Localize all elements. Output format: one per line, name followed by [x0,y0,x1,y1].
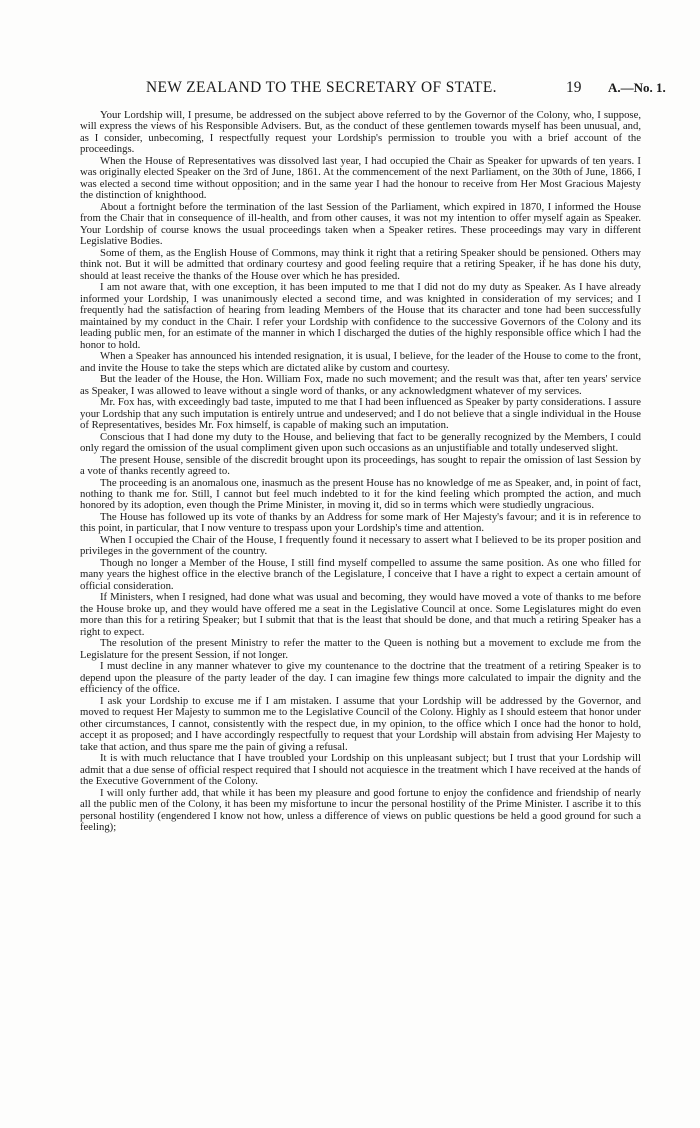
paragraph: Though no longer a Member of the House, I still find myself compelled to assume the same position. As one who filled for many years the highest office in the elective branch of the Legislature, I conceive that I have a right to expect a certain amount of official consideration. [80,556,641,592]
paragraph: The proceeding is an anomalous one, inasmuch as the present House has no knowledge of me as Speaker, and, in point of fact, nothing to thank me for. Still, I cannot but feel much indebted to it for the kind feeling which prompted the action, and much honored by its adoption, even though the Prime Minister, in moving it, did so in terms which were studiedly ungracious. [80,476,641,512]
paragraph: The resolution of the present Ministry to refer the matter to the Queen is nothing but a movement to exclude me from the Legislature for the present Session, if not longer. [80,637,641,661]
paragraph: The present House, sensible of the discredit brought upon its proceedings, has sought to repair the omission of last Session by a vote of thanks recently agreed to. [80,453,641,478]
running-header [0,79,700,101]
page-number: 19 [566,79,582,96]
paragraph: When a Speaker has announced his intended resignation, it is usual, I believe, for the leader of the House to come to the front, and invite the House to take the steps which are dictated alike by custom and courtesy. [80,350,641,374]
document-reference: A.—No. 1. [608,80,666,95]
paragraph: I am not aware that, with one exception, it has been imputed to me that I did not do my duty as Speaker. As I have already informed your Lordship, I was unanimously elected a second time, and was knighted in consideration of my services; and I frequently had the satisfaction of hearing from leading Members of the House that its character and tone had been successfully maintained by my conduct in the Chair. I refer your Lordship with confidence to the successive Governors of the Colony and its leading public men, for an estimate of the manner in which I discharged the duties of the highly responsible office which I had the honor to hold. [80,281,641,351]
paragraph: It is with much reluctance that I have troubled your Lordship on this unpleasant subject; but I trust that your Lordship will admit that a due sense of official respect required that I should not acquiesce in the treatment which I have received at the hands of the Executive Government of the Colony. [80,752,641,788]
paragraph: Some of them, as the English House of Commons, may think it right that a retiring Speaker should be pensioned. Others may think not. But it will be admitted that ordinary courtesy and good feeling require that a retiring Speaker, if he has done his duty, should at least receive the thanks of the House over which he has presided. [80,246,641,282]
paragraph: When the House of Representatives was dissolved last year, I had occupied the Chair as Speaker for upwards of ten years. I was originally elected Speaker on the 3rd of June, 1861. At the commencement of the next Parliament, on the 30th of June, 1866, I was elected a second time without opposition; and in the same year I had the honour to receive from Her Most Gracious Majesty the distinction of knighthood. [80,154,641,202]
paragraph: I ask your Lordship to excuse me if I am mistaken. I assume that your Lordship will be addressed by the Governor, and moved to request Her Majesty to summon me to the Legislative Council of the Colony. Highly as I should esteem that honor under other circumstances, I cannot, consistently with the respect due, in my opinion, to the office which I once had the honor to hold, accept it as proposed; and I have accordingly respectfully to request that your Lordship will abstain from advising Her Majesty to take that action, and thus spare me the pain of giving a refusal. [80,694,641,753]
paragraph: If Ministers, when I resigned, had done what was usual and becoming, they would have moved a vote of thanks to me before the House broke up, and they would have offered me a seat in the Legislative Council at once. Some Legislatures might do even more than this for a retiring Speaker; but I submit that that is the least that should be done, and that much a retiring Speaker has a right to expect. [80,591,641,638]
paragraph: Your Lordship will, I presume, be addressed on the subject above referred to by the Governor of the Colony, who, I suppose, will express the views of his Responsible Advisers. But, as the conduct of these gentlemen towards myself has been unusual, and, as I consider, unbecoming, I respectfully request your Lordship's permission to trouble you with a brief account of the proceedings. [80,109,641,156]
paragraph: Mr. Fox has, with exceedingly bad taste, imputed to me that I had been influenced as Speaker by party considerations. I assure your Lordship that any such imputation is entirely untrue and undeserved; and I do not believe that a single individual in the House of Representatives, besides Mr. Fox himself, is capable of making such an imputation. [80,396,641,432]
paragraph: When I occupied the Chair of the House, I frequently found it necessary to assert what I believed to be its proper position and privileges in the government of the country. [80,533,641,558]
letter-body [80,110,641,834]
paragraph: Conscious that I had done my duty to the House, and believing that fact to be generally recognized by the Members, I could only regard the omission of the usual compliment given upon such occasions as an unjustifiable and totally undeserved slight. [80,430,641,455]
paragraph: I will only further add, that while it has been my pleasure and good fortune to enjoy the confidence and friendship of nearly all the public men of the Colony, it has been my misfortune to incur the personal hostility of the Prime Minister. I ascribe it to this personal hostility (engendered I know not how, unless a difference of views on public questions be held a good ground for such a feeling); [80,786,641,834]
page-title: NEW ZEALAND TO THE SECRETARY OF STATE. [146,79,497,96]
paragraph: About a fortnight before the termination of the last Session of the Parliament, which expired in 1870, I informed the House from the Chair that in consequence of ill-health, and from other causes, it was not my intention to offer myself again as Speaker. Your Lordship of course knows the usual proceedings taken when a Speaker retires. These proceedings may vary in different Legislative Bodies. [80,200,641,248]
paragraph: But the leader of the House, the Hon. William Fox, made no such movement; and the result was that, after ten years' service as Speaker, I was allowed to leave without a single word of thanks, or any acknowledgment whatever of my services. [80,373,641,397]
paragraph: I must decline in any manner whatever to give my countenance to the doctrine that the treatment of a retiring Speaker is to depend upon the pleasure of the party leader of the day. I can imagine few things more calculated to impair the dignity and the efficiency of the office. [80,660,641,696]
paragraph: The House has followed up its vote of thanks by an Address for some mark of Her Majesty's favour; and it is in reference to this point, in particular, that I now venture to trespass upon your Lordship's time and attention. [80,510,641,535]
